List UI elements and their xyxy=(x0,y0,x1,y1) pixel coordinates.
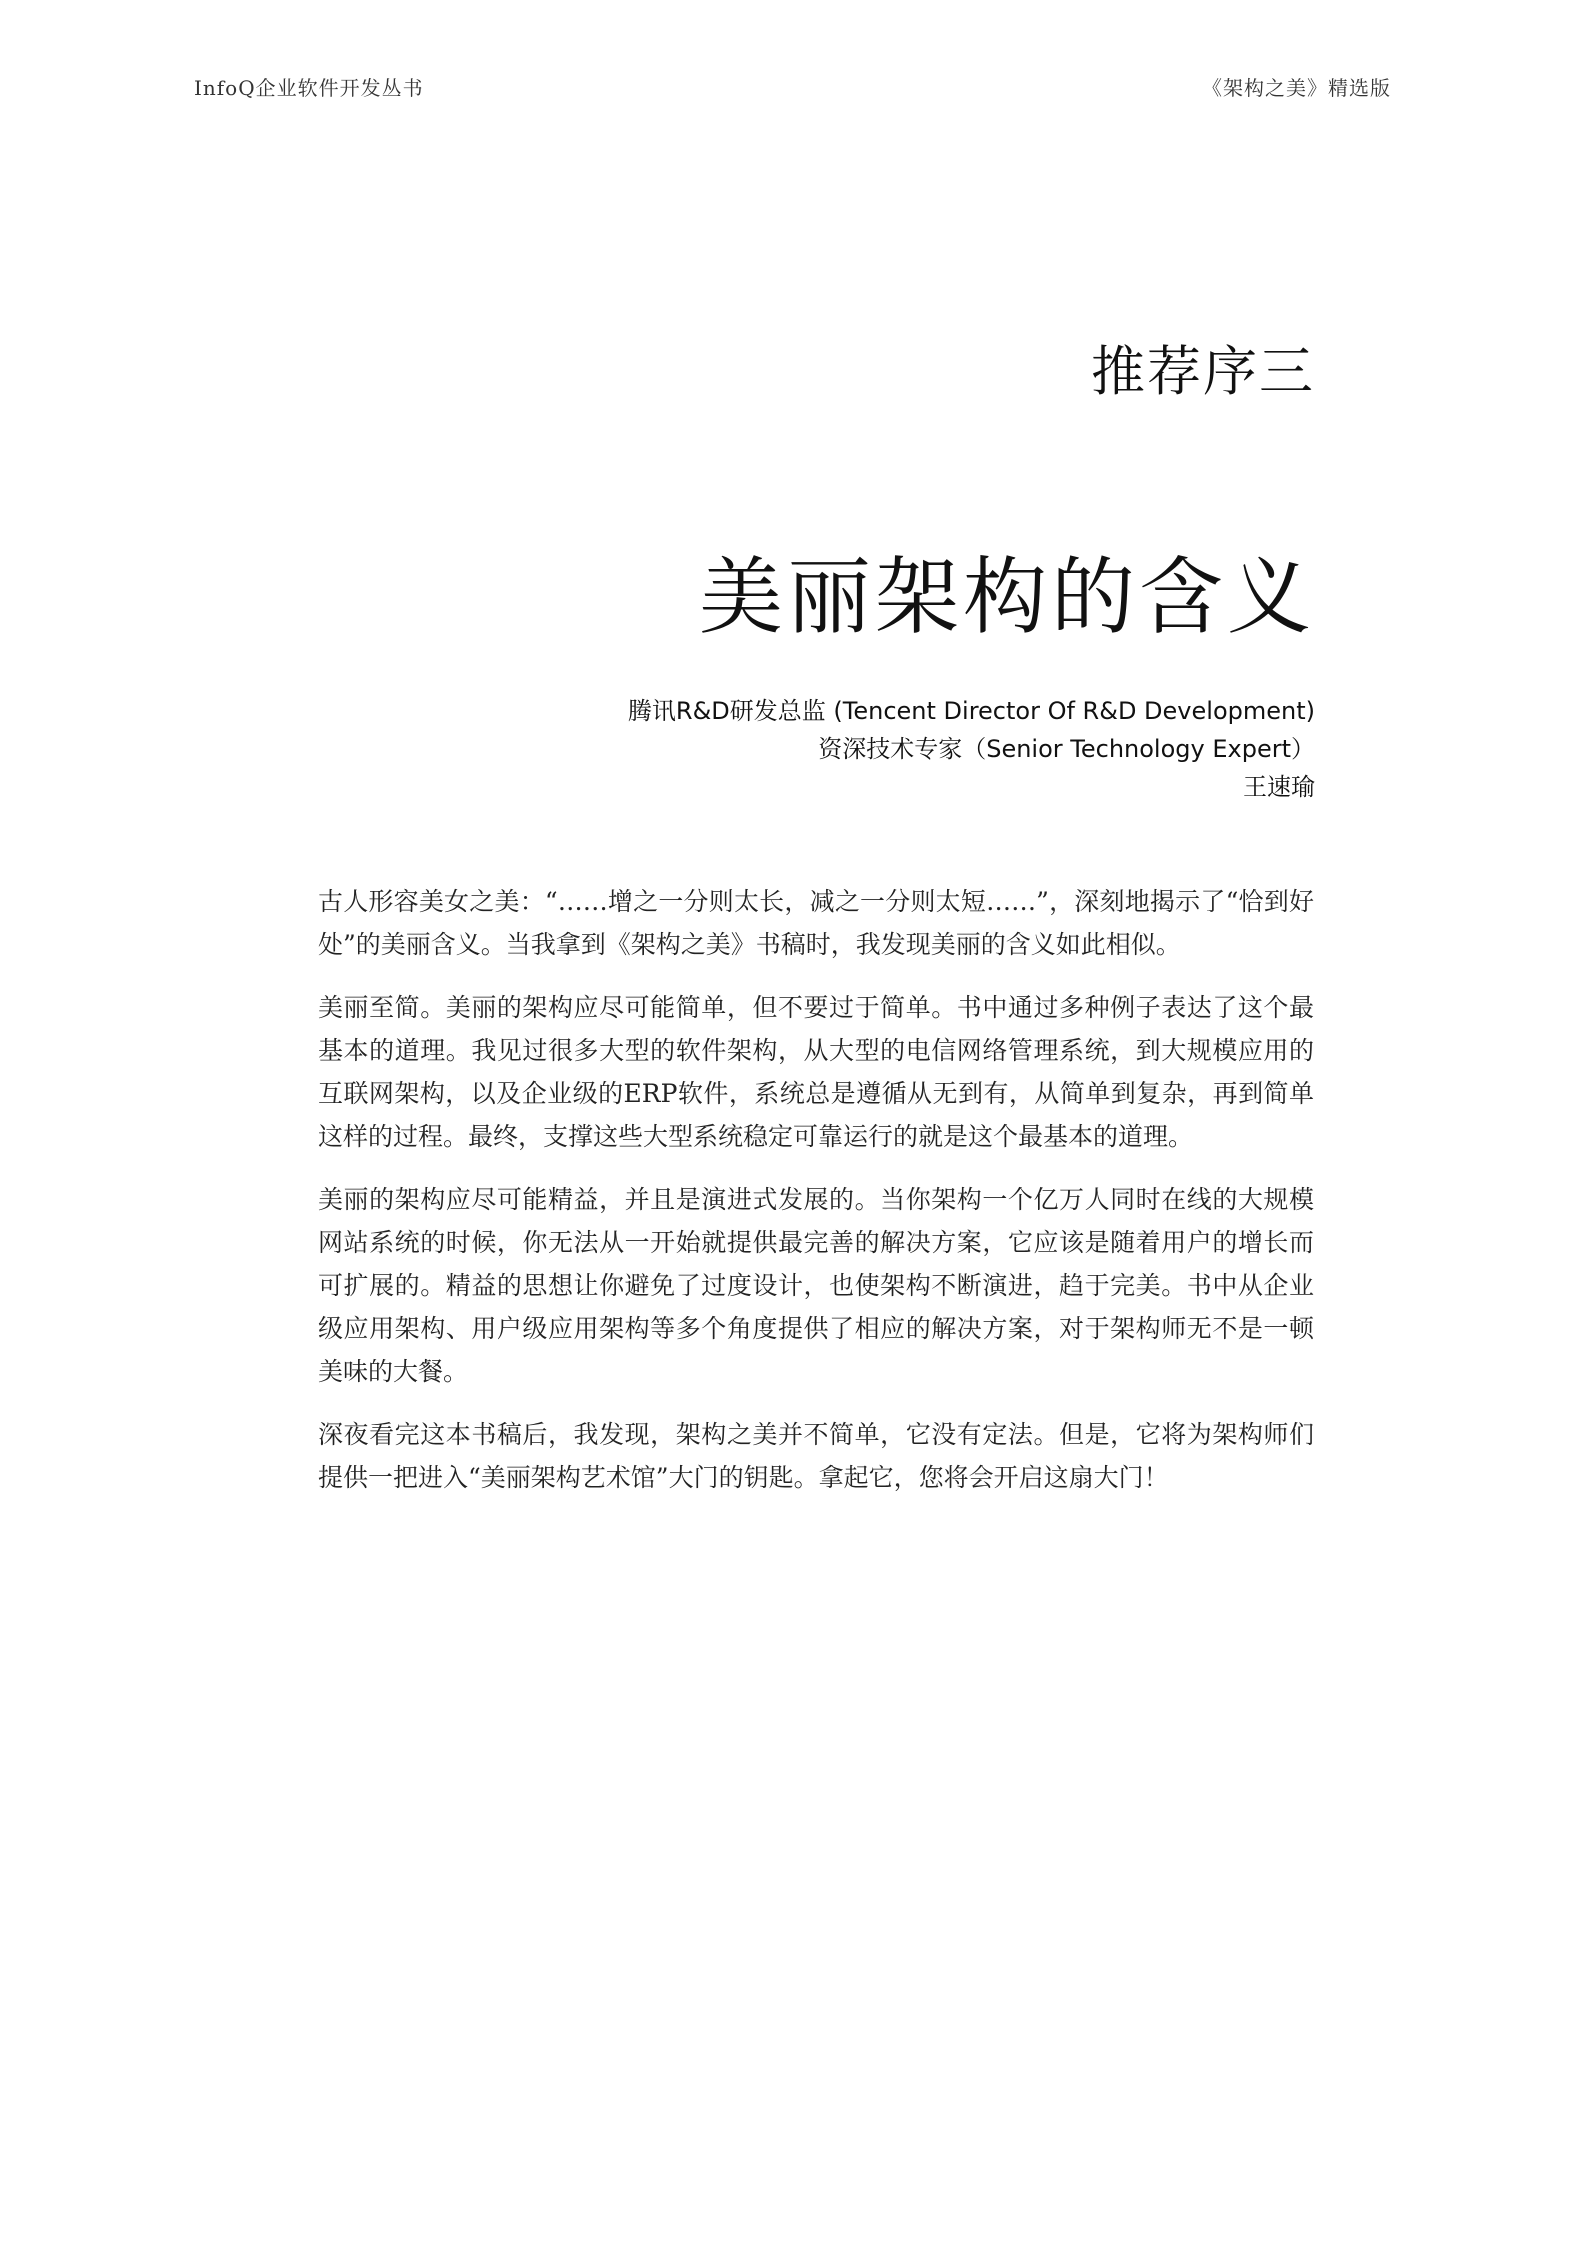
paragraph: 美丽至简。美丽的架构应尽可能简单，但不要过于简单。书中通过多种例子表达了这个最基本的道理。我见过很多大型的软件架构，从大型的电信网络管理系统，到大规模应用的互联网架构，以及企业级的ERP软件，系统总是遵循从无到有，从简单到复杂，再到简单这样的过程。最终，支撑这些大型系统稳定可靠运行的就是这个最基本的道理。 xyxy=(318,993,1314,1151)
paragraph: 古人形容美女之美：“……增之一分则太长，减之一分则太短……”，深刻地揭示了“恰到好处”的美丽含义。当我拿到《架构之美》书稿时，我发现美丽的含义如此相似。 xyxy=(318,887,1314,959)
essay-body xyxy=(318,880,1314,1519)
series-title: InfoQ企业软件开发丛书 xyxy=(194,76,424,100)
byline xyxy=(628,692,1315,806)
author-position: 腾讯R&D研发总监 (Tencent Director Of R&D Development) xyxy=(627,697,1315,725)
paragraph: 深夜看完这本书稿后，我发现，架构之美并不简单，它没有定法。但是，它将为架构师们提供一把进入“美丽架构艺术馆”大门的钥匙。拿起它，您将会开启这扇大门！ xyxy=(318,1420,1314,1492)
author-role: 资深技术专家（Senior Technology Expert） xyxy=(818,735,1315,763)
running-header xyxy=(194,72,1391,102)
book-title: 《架构之美》精选版 xyxy=(1202,76,1391,100)
paragraph: 美丽的架构应尽可能精益，并且是演进式发展的。当你架构一个亿万人同时在线的大规模网站系统的时候，你无法从一开始就提供最完善的解决方案，它应该是随着用户的增长而可扩展的。精益的思想让你避免了过度设计，也使架构不断演进，趋于完美。书中从企业级应用架构、用户级应用架构等多个角度提供了相应的解决方案，对于架构师无不是一顿美味的大餐。 xyxy=(318,1185,1314,1386)
preface-label: 推荐序三 xyxy=(1091,340,1315,403)
author-name: 王速瑜 xyxy=(1243,773,1315,801)
essay-title: 美丽架构的含义 xyxy=(698,548,1315,646)
